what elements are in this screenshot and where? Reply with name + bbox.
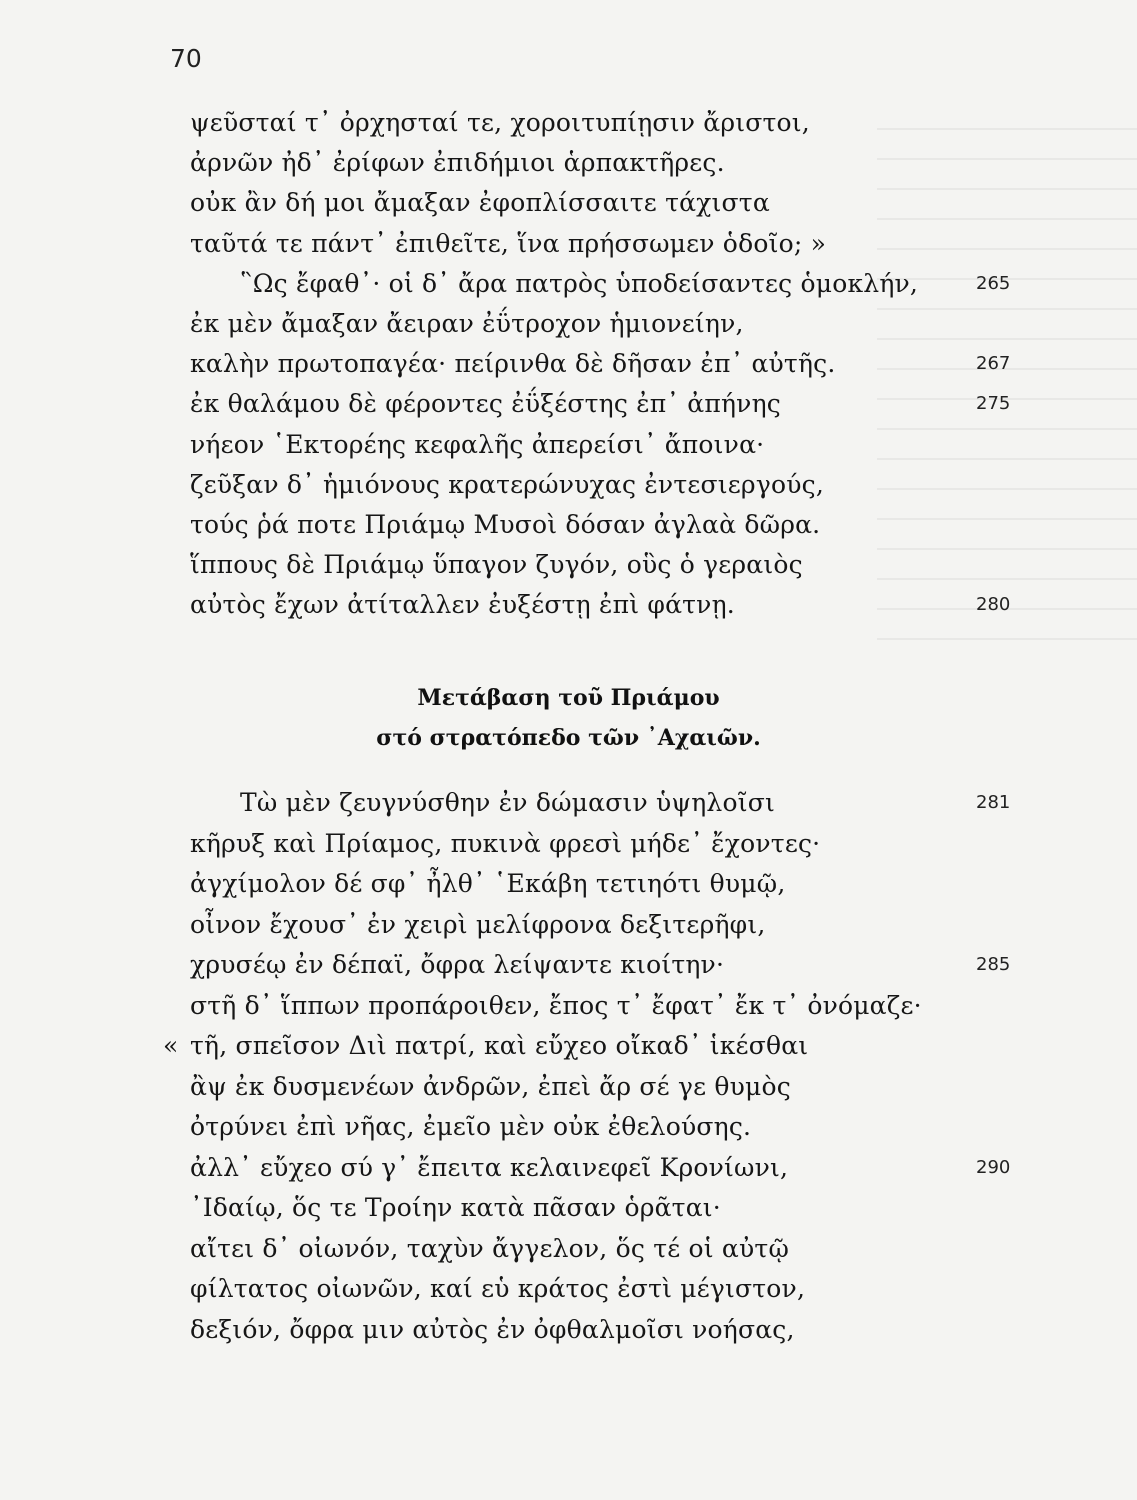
verse-text: Τὼ μὲν ζευγνύσθην ἐν δώμασιν ὑψηλοῖσι: [240, 788, 775, 817]
verse-line: [0, 507, 1137, 547]
line-number: 275: [976, 393, 1011, 415]
verse-line: [0, 907, 1137, 947]
verse-line: [0, 145, 1137, 185]
section-heading-line-2: στό στρατόπεδο τῶν ᾿Αχαιῶν.: [376, 725, 761, 751]
verse-text: ἐκ μὲν ἄμαξαν ἄειραν ἐΰτροχον ἡμιονείην,: [190, 309, 744, 338]
verse-line: [0, 306, 1137, 346]
verse-line: [0, 785, 1137, 825]
verse-text: ἂψ ἐκ δυσμενέων ἀνδρῶν, ἐπεὶ ἄρ σέ γε θυμὸς: [190, 1071, 791, 1101]
line-number: 267: [976, 353, 1011, 375]
verse-line: [0, 427, 1137, 467]
verse-text: κῆρυξ καὶ Πρίαμος, πυκινὰ φρεσὶ μήδε᾽ ἔχοντες·: [190, 828, 821, 858]
verse-line: [0, 988, 1137, 1028]
line-number: 280: [976, 594, 1011, 616]
verse-line: [0, 1069, 1137, 1109]
line-number: 281: [976, 792, 1011, 813]
verse-line: [0, 1271, 1137, 1311]
line-number: 290: [976, 1156, 1011, 1178]
verse-text: ταῦτά τε πάντ᾽ ἐπιθεῖτε, ἵνα πρήσσωμεν ὁδοῖο; »: [190, 228, 827, 258]
verse-line: [0, 105, 1137, 145]
verse-line: [0, 1028, 1137, 1068]
verse-line: [0, 547, 1137, 587]
verse-text: τούς ῥά ποτε Πριάμῳ Μυσοὶ δόσαν ἀγλαὰ δῶρα.: [190, 510, 821, 539]
verse-text: αὐτὸς ἔχων ἀτίταλλεν ἐυξέστῃ ἐπὶ φάτνῃ.: [190, 590, 735, 620]
verse-line: [0, 587, 1137, 627]
verse-text: ἵππους δὲ Πριάμῳ ὕπαγον ζυγόν, οὓς ὁ γεραιὸς: [190, 550, 803, 580]
verse-text: ᾿Ιδαίῳ, ὅς τε Τροίην κατὰ πᾶσαν ὁρᾶται·: [190, 1193, 721, 1222]
verse-line: [0, 1190, 1137, 1230]
verse-text: αἴτει δ᾽ οἰωνόν, ταχὺν ἄγγελον, ὅς τέ οἱ αὐτῷ: [190, 1233, 790, 1263]
verse-line: [0, 386, 1137, 426]
verse-line: [0, 947, 1137, 987]
line-number: 265: [976, 272, 1011, 294]
verse-text: ἀρνῶν ἠδ᾽ ἐρίφων ἐπιδήμιοι ἁρπακτῆρες.: [190, 148, 725, 178]
verse-line: [0, 346, 1137, 386]
verse-line: [0, 226, 1137, 266]
verse-text: οὐκ ἂν δή μοι ἄμαξαν ἐφοπλίσσαιτε τάχιστα: [190, 188, 770, 218]
verse-line: [0, 1231, 1137, 1271]
verse-text: οἶνον ἔχουσ᾽ ἐν χειρὶ μελίφρονα δεξιτερῆφι,: [190, 909, 766, 939]
section-heading-line-1: Μετάβαση τοῦ Πριάμου: [417, 685, 720, 711]
verse-text: ἀγχίμολον δέ σφ᾽ ἦλθ᾽ ῾Εκάβη τετιηότι θυμῷ,: [190, 869, 786, 898]
verse-text: χρυσέῳ ἐν δέπαϊ, ὄφρα λείψαντε κιοίτην·: [190, 950, 725, 979]
verse-text: ἀλλ᾽ εὔχεο σύ γ᾽ ἔπειτα κελαινεφεῖ Κρονίωνι,: [190, 1152, 789, 1182]
verse-text: στῆ δ᾽ ἵππων προπάροιθεν, ἔπος τ᾽ ἔφατ᾽ ἔκ τ᾽ ὀνόμαζε·: [190, 990, 922, 1020]
verse-line: [0, 467, 1137, 507]
verse-line: [0, 1109, 1137, 1149]
verse-line: [0, 866, 1137, 906]
verse-line: [0, 185, 1137, 225]
verse-text: ζεῦξαν δ᾽ ἡμιόνους κρατερώνυχας ἐντεσιεργούς,: [190, 469, 824, 499]
verse-text: καλὴν πρωτοπαγέα· πείρινθα δὲ δῆσαν ἐπ᾽ αὐτῆς.: [190, 349, 836, 379]
verse-text: τῆ, σπεῖσον Διὶ πατρί, καὶ εὔχεο οἴκαδ᾽ ἱκέσθαι: [190, 1031, 809, 1060]
verse-text: ψεῦσταί τ᾽ ὀρχησταί τε, χοροιτυπίῃσιν ἄριστοι,: [190, 108, 810, 137]
verse-text: ἐκ θαλάμου δὲ φέροντες ἐΰξέστης ἐπ᾽ ἀπήνης: [190, 389, 781, 419]
verse-line: [0, 1150, 1137, 1190]
verse-text: ὀτρύνει ἐπὶ νῆας, ἐμεῖο μὲν οὐκ ἐθελούσης.: [190, 1112, 752, 1141]
verse-line: [0, 266, 1137, 306]
verse-text: ῝Ως ἔφαθ᾽· οἱ δ᾽ ἄρα πατρὸς ὑποδείσαντες ὁμοκλήν,: [240, 268, 919, 298]
verse-text: φίλτατος οἰωνῶν, καί εὑ κράτος ἐστὶ μέγιστον,: [190, 1274, 806, 1303]
open-quote-mark: «: [163, 1031, 179, 1060]
verse-text: δεξιόν, ὄφρα μιν αὐτὸς ἐν ὀφθαλμοῖσι νοήσας,: [190, 1314, 795, 1344]
verse-line: [0, 1312, 1137, 1352]
page-number: 70: [170, 44, 202, 73]
verse-line: [0, 826, 1137, 866]
line-number: 285: [976, 954, 1011, 975]
verse-text: νήεον ῾Εκτορέης κεφαλῆς ἀπερείσι᾽ ἄποινα·: [190, 429, 765, 459]
